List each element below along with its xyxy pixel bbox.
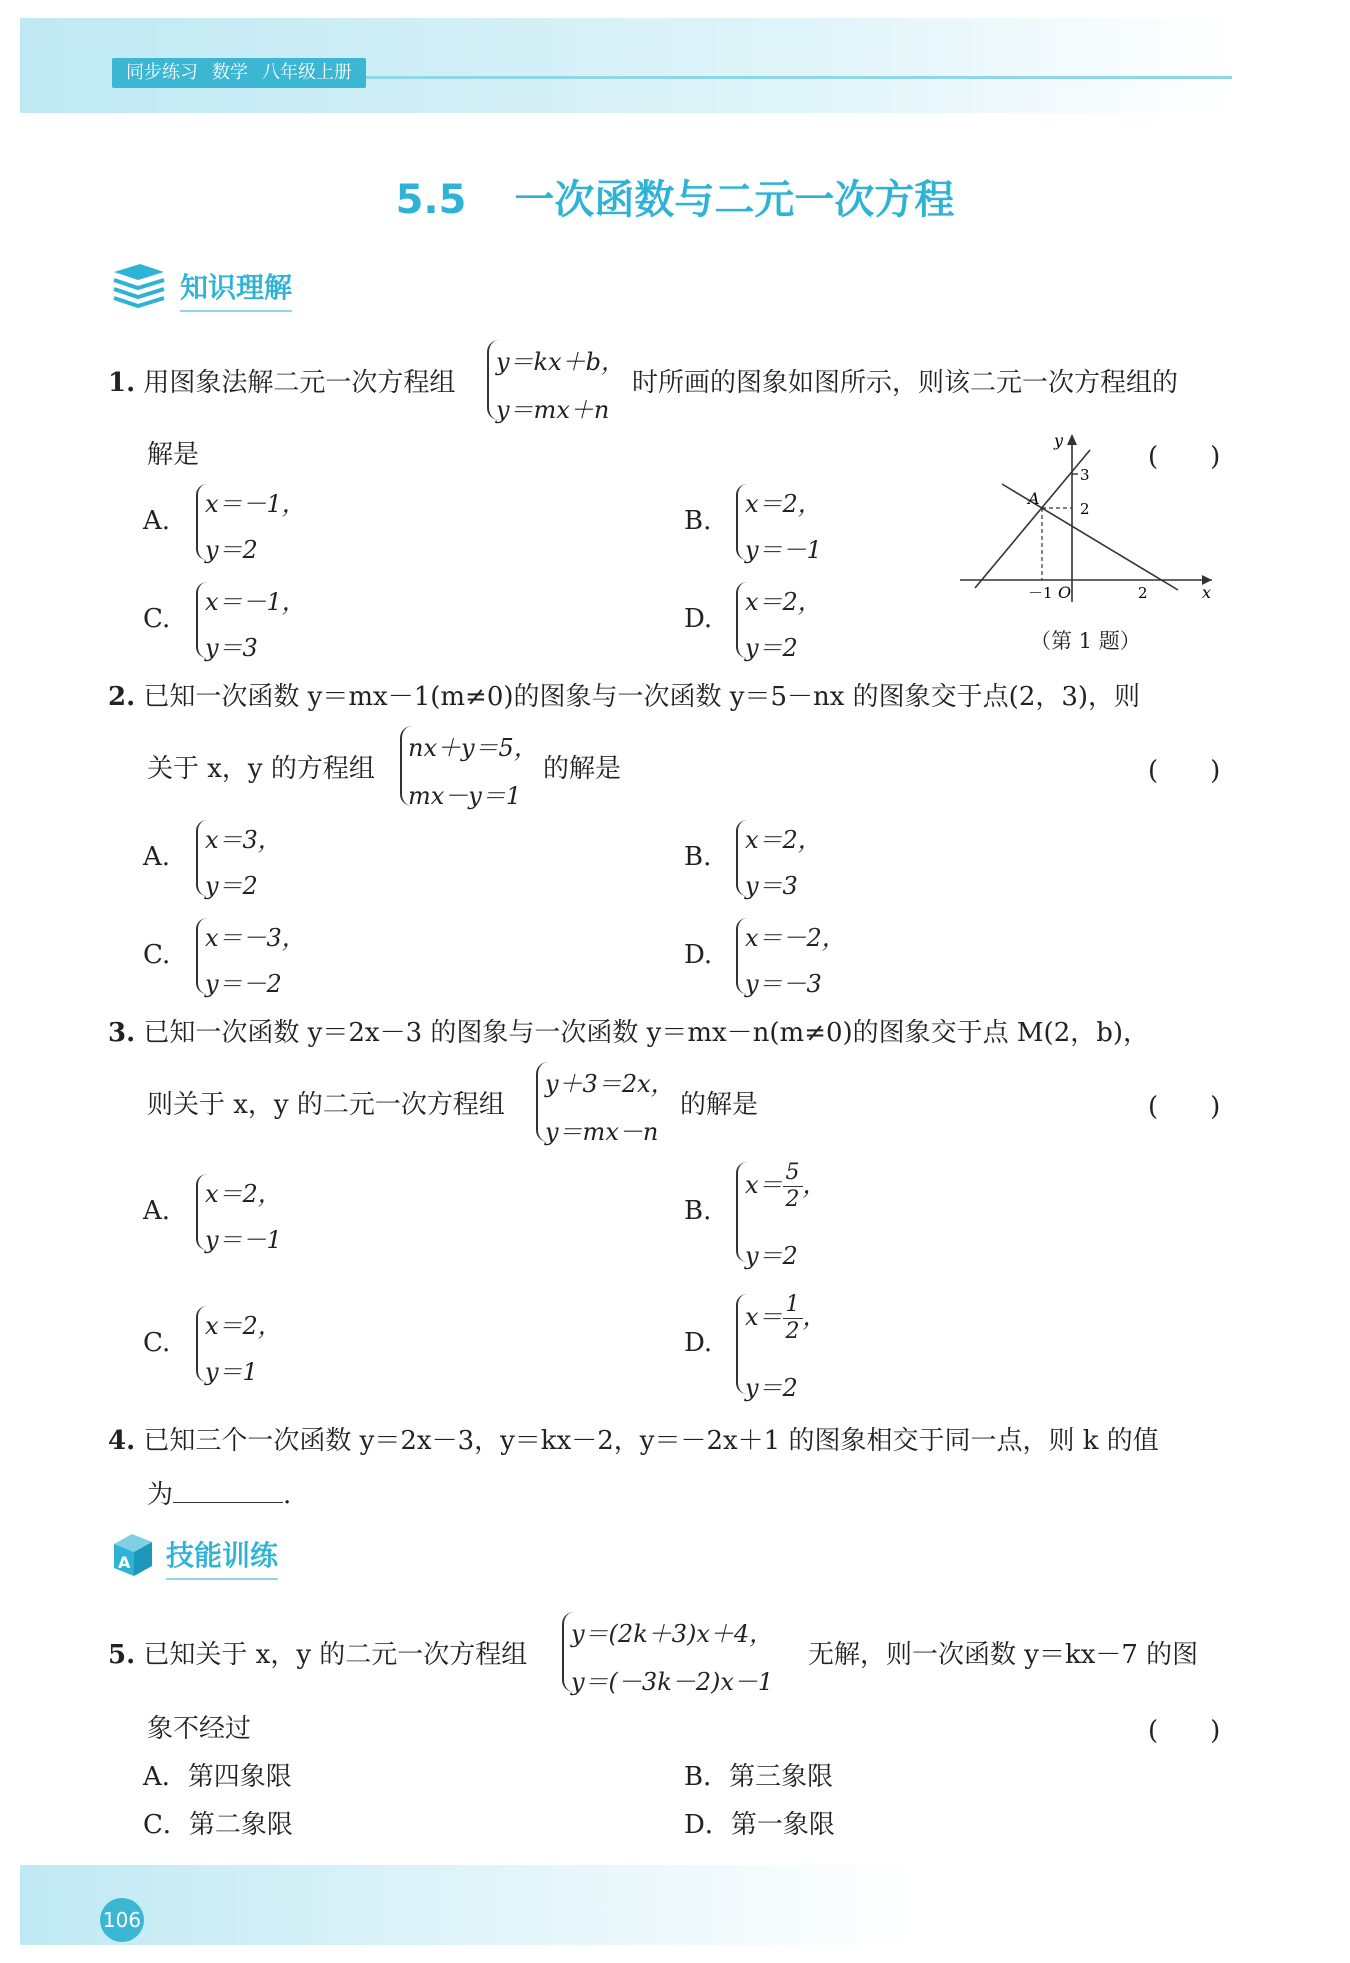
q4-prompt-end: . [283, 1480, 292, 1510]
q4-prompt-pre: 为 [147, 1480, 174, 1510]
q3-line1 [108, 1012, 1149, 1049]
q5-option-d[interactable]: D．第一象限 [684, 1810, 835, 1840]
q3-option-b-l1 [745, 1160, 827, 1213]
q2-eq2: mx－y＝1 [408, 782, 522, 810]
cube-a-icon [108, 1530, 158, 1578]
q4-prompt: 已知三个一次函数 y＝2x－3，y＝kx－2，y＝－2x＋1 的图象相交于同一点，则 k 的值 [143, 1426, 1159, 1456]
header-book: 同步练习 [126, 62, 198, 83]
q1-option-c-label[interactable]: C. [143, 604, 171, 634]
q2-answer-paren[interactable]: ( ) [1148, 756, 1221, 786]
q1-text [108, 362, 455, 399]
q3-option-d-l1-start: x＝ [745, 1303, 783, 1331]
q3-option-a-l2: y＝－1 [205, 1226, 282, 1254]
q2-option-d-l2: y＝－3 [745, 970, 822, 998]
q1-option-d-l2: y＝2 [745, 634, 798, 662]
q1-option-d-l1: x＝2， [745, 588, 822, 616]
q1-eq2: y＝mx＋n [496, 396, 610, 424]
graph-tick-y-3: 3 [1080, 466, 1090, 484]
q3-option-a-label[interactable]: A. [143, 1196, 171, 1226]
q3-option-d-fraction [783, 1292, 803, 1345]
q2-prompt-pre: 关于 x，y 的方程组 [147, 754, 375, 784]
q2-option-d-label[interactable]: D. [684, 940, 713, 970]
q1-option-b-l2: y＝－1 [745, 536, 822, 564]
q3-option-b-l1-start: x＝ [745, 1171, 783, 1199]
header-grade: 八年级上册 [262, 62, 352, 83]
q5-option-c[interactable]: C．第二象限 [143, 1810, 293, 1840]
q3-prompt-pre: 则关于 x，y 的二元一次方程组 [147, 1090, 505, 1120]
q2-option-c-label[interactable]: C. [143, 940, 171, 970]
q4-answer-blank[interactable] [173, 1480, 283, 1503]
q3-eq1: y＋3＝2x， [545, 1070, 675, 1098]
graph-tick-x-2: 2 [1138, 584, 1148, 602]
q2-number: 2. [108, 682, 136, 712]
q1-option-a-l2: y＝2 [205, 536, 258, 564]
q3-option-b-denominator: 2 [785, 1187, 800, 1212]
graph-label-origin: O [1058, 583, 1072, 602]
q1-prompt-cont: 解是 [147, 440, 200, 470]
q3-option-c-l1: x＝2， [205, 1312, 282, 1340]
q3-option-d-l1-end: ， [802, 1303, 827, 1331]
q2-prompt: 已知一次函数 y＝mx－1(m≠0)的图象与一次函数 y＝5－nx 的图象交于点(2，3)，则 [143, 682, 1141, 712]
q1-option-b-l1: x＝2， [745, 490, 822, 518]
graph-label-y: y [1054, 431, 1064, 450]
q1-prompt-end: 时所画的图象如图所示，则该二元一次方程组的 [632, 368, 1179, 398]
q2-eq1: nx＋y＝5， [408, 734, 538, 762]
q5-option-b[interactable]: B．第三象限 [684, 1762, 834, 1792]
q4-line1 [108, 1420, 1159, 1457]
q3-option-b-label[interactable]: B. [684, 1196, 712, 1226]
header-subject: 数学 [212, 62, 248, 83]
graph-label-x: x [1202, 583, 1212, 602]
q3-option-d-l2: y＝2 [745, 1374, 798, 1402]
q2-option-b-l2: y＝3 [745, 872, 798, 900]
q3-prompt: 已知一次函数 y＝2x－3 的图象与一次函数 y＝mx－n(m≠0)的图象交于点 M(2，b)， [143, 1018, 1150, 1048]
q1-option-a-l1: x＝－1， [205, 490, 306, 518]
footer-band [20, 1865, 920, 1945]
section-heading-skills-text: 技能训练 [166, 1539, 279, 1572]
page-number: 106 [100, 1898, 144, 1942]
q5-eq2: y＝(－3k－2)x－1 [571, 1668, 774, 1696]
q2-option-a-l1: x＝3， [205, 826, 282, 854]
graph-y-arrow [1067, 434, 1077, 445]
q1-graph-caption: （第 1 题） [1030, 629, 1141, 653]
section-heading-knowledge-text: 知识理解 [180, 271, 293, 304]
graph-tick-y-2: 2 [1080, 500, 1090, 518]
q3-option-c-l2: y＝1 [205, 1358, 258, 1386]
q3-eq2: y＝mx－n [545, 1118, 659, 1146]
q5-text [108, 1634, 527, 1671]
q2-option-d-l1: x＝－2， [745, 924, 846, 952]
q1-option-c-l2: y＝3 [205, 634, 258, 662]
q2-option-b-label[interactable]: B. [684, 842, 712, 872]
header-tag [112, 58, 366, 88]
q1-option-a-label[interactable]: A. [143, 506, 171, 536]
q5-prompt-cont: 象不经过 [147, 1714, 252, 1744]
q2-line1 [108, 676, 1140, 713]
q3-option-b-numerator: 5 [783, 1160, 803, 1187]
q4-line2 [147, 1474, 291, 1511]
q1-answer-paren[interactable]: ( ) [1148, 442, 1221, 472]
q2-prompt-end: 的解是 [543, 754, 622, 784]
q2-option-c-l2: y＝－2 [205, 970, 282, 998]
section-number: 5.5 [395, 177, 467, 223]
q2-option-a-label[interactable]: A. [143, 842, 171, 872]
q2-option-b-l1: x＝2， [745, 826, 822, 854]
q5-prompt: 已知关于 x，y 的二元一次方程组 [143, 1640, 528, 1670]
q2-option-c-l1: x＝－3， [205, 924, 306, 952]
q3-option-c-label[interactable]: C. [143, 1328, 171, 1358]
graph-label-point-a: A [1028, 489, 1040, 508]
q1-graph [950, 430, 1220, 605]
q1-option-c-l1: x＝－1， [205, 588, 306, 616]
svg-text:A: A [118, 1553, 131, 1572]
q5-eq1: y＝(2k＋3)x＋4， [571, 1620, 774, 1648]
q3-option-d-label[interactable]: D. [684, 1328, 713, 1358]
section-title: 一次函数与二元一次方程 [514, 177, 955, 223]
q3-prompt-end: 的解是 [680, 1090, 759, 1120]
q5-option-a[interactable]: A．第四象限 [143, 1762, 292, 1792]
q5-answer-paren[interactable]: ( ) [1148, 1716, 1221, 1746]
q1-eq1: y＝kx＋b， [496, 348, 625, 376]
q3-option-d-numerator: 1 [783, 1292, 803, 1319]
q3-number: 3. [108, 1018, 136, 1048]
page-title [0, 168, 1350, 225]
q3-answer-paren[interactable]: ( ) [1148, 1092, 1221, 1122]
q3-option-b-fraction [783, 1160, 803, 1213]
q3-option-d-l1 [745, 1292, 827, 1345]
graph-tick-x-neg1: －1 [1028, 584, 1053, 602]
books-icon [110, 262, 168, 308]
q1-number: 1. [108, 368, 136, 398]
q5-prompt-end: 无解，则一次函数 y＝kx－7 的图 [808, 1640, 1199, 1670]
q4-number: 4. [108, 1426, 136, 1456]
q3-option-a-l1: x＝2， [205, 1180, 282, 1208]
q3-option-d-denominator: 2 [785, 1319, 800, 1344]
q3-option-b-l1-end: ， [802, 1171, 827, 1199]
q1-option-b-label[interactable]: B. [684, 506, 712, 536]
q5-number: 5. [108, 1640, 136, 1670]
section-heading-knowledge [180, 266, 292, 306]
q2-option-a-l2: y＝2 [205, 872, 258, 900]
q1-option-d-label[interactable]: D. [684, 604, 713, 634]
q1-prompt: 用图象法解二元一次方程组 [143, 368, 456, 398]
section-heading-skills [166, 1534, 278, 1574]
q3-option-b-l2: y＝2 [745, 1242, 798, 1270]
